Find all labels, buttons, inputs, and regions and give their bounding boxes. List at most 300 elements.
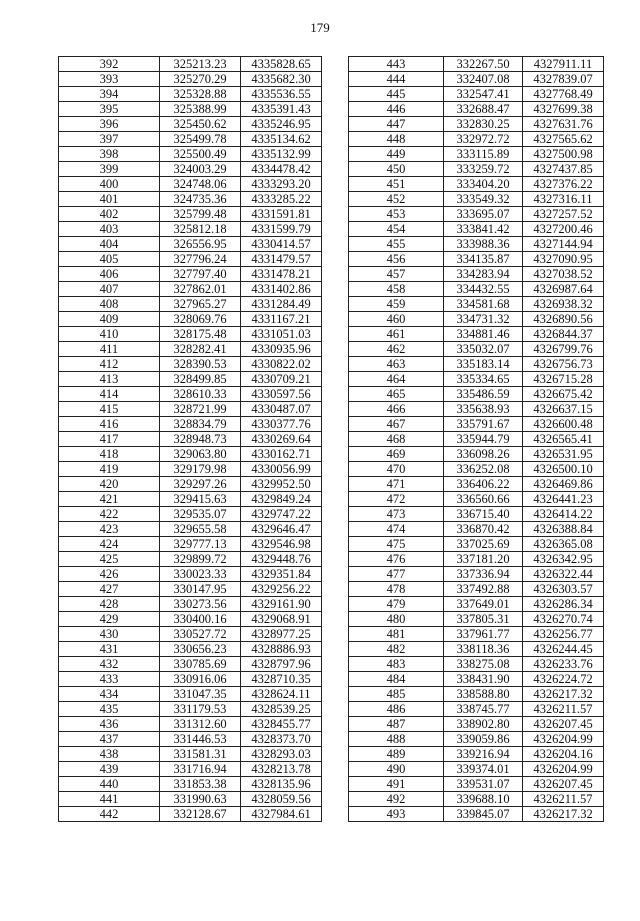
point-number-cell: 493 <box>349 807 444 822</box>
x-coordinate-cell: 337492.88 <box>444 582 523 597</box>
point-number-cell: 398 <box>59 147 160 162</box>
y-coordinate-cell: 4327038.52 <box>523 267 604 282</box>
table-row <box>59 597 322 612</box>
table-row <box>59 477 322 492</box>
point-number-cell: 402 <box>59 207 160 222</box>
table-row <box>59 612 322 627</box>
x-coordinate-cell: 338902.80 <box>444 717 523 732</box>
y-coordinate-cell: 4326207.45 <box>523 777 604 792</box>
x-coordinate-cell: 336252.08 <box>444 462 523 477</box>
table-row <box>349 582 604 597</box>
y-coordinate-cell: 4326217.32 <box>523 807 604 822</box>
table-row <box>349 807 604 822</box>
x-coordinate-cell: 339059.86 <box>444 732 523 747</box>
x-coordinate-cell: 327796.24 <box>160 252 241 267</box>
y-coordinate-cell: 4327839.07 <box>523 72 604 87</box>
point-number-cell: 417 <box>59 432 160 447</box>
table-row <box>349 642 604 657</box>
y-coordinate-cell: 4329161.90 <box>241 597 322 612</box>
table-row <box>59 102 322 117</box>
table-row <box>349 432 604 447</box>
table-row <box>349 192 604 207</box>
table-row <box>349 672 604 687</box>
point-number-cell: 456 <box>349 252 444 267</box>
y-coordinate-cell: 4327500.98 <box>523 147 604 162</box>
table-row <box>59 537 322 552</box>
point-number-cell: 473 <box>349 507 444 522</box>
x-coordinate-cell: 331990.63 <box>160 792 241 807</box>
point-number-cell: 463 <box>349 357 444 372</box>
y-coordinate-cell: 4330377.76 <box>241 417 322 432</box>
x-coordinate-cell: 329415.63 <box>160 492 241 507</box>
y-coordinate-cell: 4329256.22 <box>241 582 322 597</box>
table-row <box>349 447 604 462</box>
x-coordinate-cell: 333841.42 <box>444 222 523 237</box>
point-number-cell: 468 <box>349 432 444 447</box>
x-coordinate-cell: 331853.38 <box>160 777 241 792</box>
point-number-cell: 486 <box>349 702 444 717</box>
table-row <box>349 762 604 777</box>
point-number-cell: 475 <box>349 537 444 552</box>
y-coordinate-cell: 4329849.24 <box>241 492 322 507</box>
y-coordinate-cell: 4335134.62 <box>241 132 322 147</box>
table-row <box>349 102 604 117</box>
y-coordinate-cell: 4326469.86 <box>523 477 604 492</box>
table-row <box>59 72 322 87</box>
point-number-cell: 418 <box>59 447 160 462</box>
y-coordinate-cell: 4327984.61 <box>241 807 322 822</box>
table-row <box>349 417 604 432</box>
table-row <box>59 447 322 462</box>
point-number-cell: 392 <box>59 57 160 72</box>
y-coordinate-cell: 4326244.45 <box>523 642 604 657</box>
point-number-cell: 403 <box>59 222 160 237</box>
x-coordinate-cell: 337025.69 <box>444 537 523 552</box>
point-number-cell: 491 <box>349 777 444 792</box>
x-coordinate-cell: 336870.42 <box>444 522 523 537</box>
y-coordinate-cell: 4326224.72 <box>523 672 604 687</box>
point-number-cell: 438 <box>59 747 160 762</box>
x-coordinate-cell: 329655.58 <box>160 522 241 537</box>
y-coordinate-cell: 4327565.62 <box>523 132 604 147</box>
y-coordinate-cell: 4328135.96 <box>241 777 322 792</box>
y-coordinate-cell: 4327699.38 <box>523 102 604 117</box>
table-row <box>349 207 604 222</box>
y-coordinate-cell: 4326204.16 <box>523 747 604 762</box>
x-coordinate-cell: 335791.67 <box>444 417 523 432</box>
point-number-cell: 481 <box>349 627 444 642</box>
table-row <box>59 507 322 522</box>
y-coordinate-cell: 4335132.99 <box>241 147 322 162</box>
point-number-cell: 446 <box>349 102 444 117</box>
table-row <box>59 162 322 177</box>
table-row <box>59 702 322 717</box>
table-row <box>349 297 604 312</box>
table-row <box>349 372 604 387</box>
point-number-cell: 472 <box>349 492 444 507</box>
table-row <box>59 747 322 762</box>
point-number-cell: 479 <box>349 597 444 612</box>
y-coordinate-cell: 4330487.07 <box>241 402 322 417</box>
x-coordinate-cell: 332688.47 <box>444 102 523 117</box>
x-coordinate-cell: 332128.67 <box>160 807 241 822</box>
x-coordinate-cell: 329063.80 <box>160 447 241 462</box>
table-row <box>349 252 604 267</box>
y-coordinate-cell: 4326637.15 <box>523 402 604 417</box>
point-number-cell: 401 <box>59 192 160 207</box>
y-coordinate-cell: 4327200.46 <box>523 222 604 237</box>
x-coordinate-cell: 339845.07 <box>444 807 523 822</box>
x-coordinate-cell: 334283.94 <box>444 267 523 282</box>
y-coordinate-cell: 4326322.44 <box>523 567 604 582</box>
y-coordinate-cell: 4331599.79 <box>241 222 322 237</box>
table-row <box>349 552 604 567</box>
y-coordinate-cell: 4330709.21 <box>241 372 322 387</box>
point-number-cell: 454 <box>349 222 444 237</box>
y-coordinate-cell: 4329952.50 <box>241 477 322 492</box>
y-coordinate-cell: 4326715.28 <box>523 372 604 387</box>
x-coordinate-cell: 328610.33 <box>160 387 241 402</box>
table-row <box>59 387 322 402</box>
table-row <box>349 402 604 417</box>
y-coordinate-cell: 4329448.76 <box>241 552 322 567</box>
y-coordinate-cell: 4326600.48 <box>523 417 604 432</box>
y-coordinate-cell: 4327090.95 <box>523 252 604 267</box>
table-row <box>59 237 322 252</box>
point-number-cell: 425 <box>59 552 160 567</box>
point-number-cell: 423 <box>59 522 160 537</box>
point-number-cell: 447 <box>349 117 444 132</box>
table-row <box>59 417 322 432</box>
table-row <box>59 522 322 537</box>
table-row <box>349 147 604 162</box>
point-number-cell: 457 <box>349 267 444 282</box>
table-row <box>59 777 322 792</box>
y-coordinate-cell: 4327257.52 <box>523 207 604 222</box>
x-coordinate-cell: 330400.16 <box>160 612 241 627</box>
x-coordinate-cell: 336406.22 <box>444 477 523 492</box>
table-row <box>59 372 322 387</box>
table-row <box>59 687 322 702</box>
y-coordinate-cell: 4328710.35 <box>241 672 322 687</box>
table-row <box>59 87 322 102</box>
point-number-cell: 424 <box>59 537 160 552</box>
y-coordinate-cell: 4335536.55 <box>241 87 322 102</box>
table-row <box>349 237 604 252</box>
y-coordinate-cell: 4326799.76 <box>523 342 604 357</box>
y-coordinate-cell: 4327437.85 <box>523 162 604 177</box>
x-coordinate-cell: 325499.78 <box>160 132 241 147</box>
x-coordinate-cell: 324735.36 <box>160 192 241 207</box>
x-coordinate-cell: 331446.53 <box>160 732 241 747</box>
point-number-cell: 476 <box>349 552 444 567</box>
table-row <box>59 807 322 822</box>
x-coordinate-cell: 331047.35 <box>160 687 241 702</box>
x-coordinate-cell: 339216.94 <box>444 747 523 762</box>
point-number-cell: 411 <box>59 342 160 357</box>
point-number-cell: 488 <box>349 732 444 747</box>
point-number-cell: 439 <box>59 762 160 777</box>
point-number-cell: 485 <box>349 687 444 702</box>
table-row <box>349 72 604 87</box>
table-row <box>59 792 322 807</box>
x-coordinate-cell: 331581.31 <box>160 747 241 762</box>
x-coordinate-cell: 327797.40 <box>160 267 241 282</box>
point-number-cell: 469 <box>349 447 444 462</box>
table-row <box>349 387 604 402</box>
y-coordinate-cell: 4327768.49 <box>523 87 604 102</box>
x-coordinate-cell: 331716.94 <box>160 762 241 777</box>
y-coordinate-cell: 4335682.30 <box>241 72 322 87</box>
point-number-cell: 440 <box>59 777 160 792</box>
x-coordinate-cell: 337961.77 <box>444 627 523 642</box>
table-row <box>59 642 322 657</box>
x-coordinate-cell: 324003.29 <box>160 162 241 177</box>
y-coordinate-cell: 4326441.23 <box>523 492 604 507</box>
x-coordinate-cell: 333259.72 <box>444 162 523 177</box>
x-coordinate-cell: 338118.36 <box>444 642 523 657</box>
point-number-cell: 464 <box>349 372 444 387</box>
y-coordinate-cell: 4334478.42 <box>241 162 322 177</box>
x-coordinate-cell: 337649.01 <box>444 597 523 612</box>
point-number-cell: 406 <box>59 267 160 282</box>
x-coordinate-cell: 334581.68 <box>444 297 523 312</box>
x-coordinate-cell: 327862.01 <box>160 282 241 297</box>
table-row <box>349 132 604 147</box>
x-coordinate-cell: 325270.29 <box>160 72 241 87</box>
point-number-cell: 431 <box>59 642 160 657</box>
table-row <box>59 432 322 447</box>
point-number-cell: 461 <box>349 327 444 342</box>
x-coordinate-cell: 334731.32 <box>444 312 523 327</box>
table-row <box>59 177 322 192</box>
y-coordinate-cell: 4326365.08 <box>523 537 604 552</box>
point-number-cell: 429 <box>59 612 160 627</box>
point-number-cell: 451 <box>349 177 444 192</box>
y-coordinate-cell: 4326204.99 <box>523 732 604 747</box>
point-number-cell: 428 <box>59 597 160 612</box>
point-number-cell: 465 <box>349 387 444 402</box>
x-coordinate-cell: 335032.07 <box>444 342 523 357</box>
y-coordinate-cell: 4331051.03 <box>241 327 322 342</box>
x-coordinate-cell: 339531.07 <box>444 777 523 792</box>
x-coordinate-cell: 335638.93 <box>444 402 523 417</box>
x-coordinate-cell: 330023.33 <box>160 567 241 582</box>
point-number-cell: 410 <box>59 327 160 342</box>
y-coordinate-cell: 4328213.78 <box>241 762 322 777</box>
table-row <box>59 582 322 597</box>
table-row <box>349 627 604 642</box>
point-number-cell: 441 <box>59 792 160 807</box>
point-number-cell: 430 <box>59 627 160 642</box>
x-coordinate-cell: 325799.48 <box>160 207 241 222</box>
y-coordinate-cell: 4328977.25 <box>241 627 322 642</box>
point-number-cell: 458 <box>349 282 444 297</box>
point-number-cell: 404 <box>59 237 160 252</box>
x-coordinate-cell: 337181.20 <box>444 552 523 567</box>
y-coordinate-cell: 4331478.21 <box>241 267 322 282</box>
table-row <box>59 672 322 687</box>
table-row <box>349 492 604 507</box>
x-coordinate-cell: 337805.31 <box>444 612 523 627</box>
y-coordinate-cell: 4328059.56 <box>241 792 322 807</box>
table-row <box>59 717 322 732</box>
x-coordinate-cell: 338275.08 <box>444 657 523 672</box>
point-number-cell: 400 <box>59 177 160 192</box>
table-row <box>349 477 604 492</box>
table-row <box>349 597 604 612</box>
y-coordinate-cell: 4335391.43 <box>241 102 322 117</box>
y-coordinate-cell: 4326844.37 <box>523 327 604 342</box>
point-number-cell: 436 <box>59 717 160 732</box>
y-coordinate-cell: 4331284.49 <box>241 297 322 312</box>
table-row <box>349 777 604 792</box>
x-coordinate-cell: 329179.98 <box>160 462 241 477</box>
table-row <box>349 747 604 762</box>
y-coordinate-cell: 4328373.70 <box>241 732 322 747</box>
y-coordinate-cell: 4328293.03 <box>241 747 322 762</box>
point-number-cell: 462 <box>349 342 444 357</box>
y-coordinate-cell: 4330822.02 <box>241 357 322 372</box>
point-number-cell: 396 <box>59 117 160 132</box>
y-coordinate-cell: 4326217.32 <box>523 687 604 702</box>
y-coordinate-cell: 4326890.56 <box>523 312 604 327</box>
y-coordinate-cell: 4326675.42 <box>523 387 604 402</box>
table-row <box>349 162 604 177</box>
point-number-cell: 444 <box>349 72 444 87</box>
point-number-cell: 435 <box>59 702 160 717</box>
table-row <box>349 57 604 72</box>
point-number-cell: 459 <box>349 297 444 312</box>
table-row <box>59 552 322 567</box>
table-row <box>59 207 322 222</box>
coordinates-table-right-body <box>349 57 604 822</box>
x-coordinate-cell: 326556.95 <box>160 237 241 252</box>
point-number-cell: 445 <box>349 87 444 102</box>
y-coordinate-cell: 4326388.84 <box>523 522 604 537</box>
y-coordinate-cell: 4331591.81 <box>241 207 322 222</box>
x-coordinate-cell: 331179.53 <box>160 702 241 717</box>
y-coordinate-cell: 4329068.91 <box>241 612 322 627</box>
point-number-cell: 413 <box>59 372 160 387</box>
point-number-cell: 426 <box>59 567 160 582</box>
y-coordinate-cell: 4330162.71 <box>241 447 322 462</box>
point-number-cell: 482 <box>349 642 444 657</box>
y-coordinate-cell: 4333285.22 <box>241 192 322 207</box>
point-number-cell: 407 <box>59 282 160 297</box>
x-coordinate-cell: 335486.59 <box>444 387 523 402</box>
point-number-cell: 432 <box>59 657 160 672</box>
y-coordinate-cell: 4326756.73 <box>523 357 604 372</box>
point-number-cell: 453 <box>349 207 444 222</box>
x-coordinate-cell: 325450.62 <box>160 117 241 132</box>
y-coordinate-cell: 4330269.64 <box>241 432 322 447</box>
y-coordinate-cell: 4326938.32 <box>523 297 604 312</box>
y-coordinate-cell: 4326342.95 <box>523 552 604 567</box>
table-row <box>349 522 604 537</box>
x-coordinate-cell: 329535.07 <box>160 507 241 522</box>
x-coordinate-cell: 328069.76 <box>160 312 241 327</box>
x-coordinate-cell: 328282.41 <box>160 342 241 357</box>
table-row <box>59 567 322 582</box>
point-number-cell: 470 <box>349 462 444 477</box>
x-coordinate-cell: 329777.13 <box>160 537 241 552</box>
table-row <box>59 267 322 282</box>
x-coordinate-cell: 339688.10 <box>444 792 523 807</box>
x-coordinate-cell: 328175.48 <box>160 327 241 342</box>
y-coordinate-cell: 4326211.57 <box>523 702 604 717</box>
x-coordinate-cell: 332407.08 <box>444 72 523 87</box>
x-coordinate-cell: 334432.55 <box>444 282 523 297</box>
table-row <box>349 717 604 732</box>
table-row <box>59 732 322 747</box>
y-coordinate-cell: 4335246.95 <box>241 117 322 132</box>
y-coordinate-cell: 4329351.84 <box>241 567 322 582</box>
point-number-cell: 480 <box>349 612 444 627</box>
table-row <box>59 327 322 342</box>
y-coordinate-cell: 4328539.25 <box>241 702 322 717</box>
table-row <box>349 567 604 582</box>
point-number-cell: 467 <box>349 417 444 432</box>
x-coordinate-cell: 328721.99 <box>160 402 241 417</box>
x-coordinate-cell: 330273.56 <box>160 597 241 612</box>
y-coordinate-cell: 4326256.77 <box>523 627 604 642</box>
x-coordinate-cell: 325213.23 <box>160 57 241 72</box>
table-row <box>59 117 322 132</box>
point-number-cell: 450 <box>349 162 444 177</box>
table-row <box>349 282 604 297</box>
table-row <box>349 792 604 807</box>
table-row <box>59 132 322 147</box>
x-coordinate-cell: 332547.41 <box>444 87 523 102</box>
x-coordinate-cell: 328390.53 <box>160 357 241 372</box>
x-coordinate-cell: 336715.40 <box>444 507 523 522</box>
point-number-cell: 449 <box>349 147 444 162</box>
point-number-cell: 393 <box>59 72 160 87</box>
y-coordinate-cell: 4335828.65 <box>241 57 322 72</box>
table-row <box>349 507 604 522</box>
x-coordinate-cell: 335183.14 <box>444 357 523 372</box>
y-coordinate-cell: 4331479.57 <box>241 252 322 267</box>
table-row <box>349 177 604 192</box>
x-coordinate-cell: 332267.50 <box>444 57 523 72</box>
point-number-cell: 478 <box>349 582 444 597</box>
table-row <box>349 222 604 237</box>
y-coordinate-cell: 4333293.20 <box>241 177 322 192</box>
y-coordinate-cell: 4329747.22 <box>241 507 322 522</box>
point-number-cell: 437 <box>59 732 160 747</box>
y-coordinate-cell: 4328455.77 <box>241 717 322 732</box>
x-coordinate-cell: 333988.36 <box>444 237 523 252</box>
table-row <box>59 252 322 267</box>
point-number-cell: 487 <box>349 717 444 732</box>
point-number-cell: 415 <box>59 402 160 417</box>
point-number-cell: 477 <box>349 567 444 582</box>
point-number-cell: 466 <box>349 402 444 417</box>
x-coordinate-cell: 325812.18 <box>160 222 241 237</box>
coordinates-table-left-body <box>59 57 322 822</box>
table-row <box>349 267 604 282</box>
x-coordinate-cell: 338745.77 <box>444 702 523 717</box>
x-coordinate-cell: 325328.88 <box>160 87 241 102</box>
x-coordinate-cell: 333115.89 <box>444 147 523 162</box>
table-row <box>59 492 322 507</box>
table-row <box>59 282 322 297</box>
point-number-cell: 484 <box>349 672 444 687</box>
x-coordinate-cell: 328834.79 <box>160 417 241 432</box>
x-coordinate-cell: 336560.66 <box>444 492 523 507</box>
table-row <box>349 687 604 702</box>
